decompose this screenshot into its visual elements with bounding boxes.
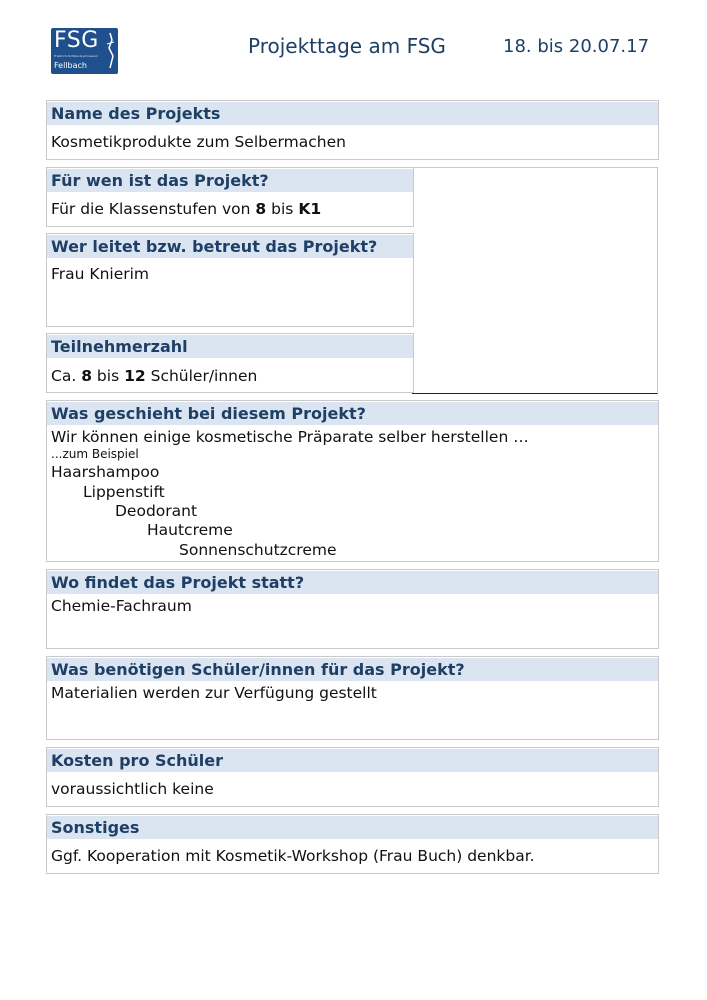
section-heading: Wer leitet bzw. betreut das Projekt? [47,235,413,258]
section-heading: Wo findet das Projekt statt? [47,571,658,594]
logo-subtitle: Friedrich-Schiller-Gymnasium [54,54,99,58]
participants-value [51,367,257,385]
materials-value: Materialien werden zur Verfügung gestellt [51,684,377,702]
list-item: Sonnenschutzcreme [179,541,337,559]
target-from-grade: 8 [255,200,267,218]
participants-suffix: Schüler/innen [150,367,258,385]
section-project-name [46,100,659,160]
page-title: Projekttage am FSG [248,34,446,58]
list-item: Hautcreme [147,521,233,539]
target-group-value [51,200,321,218]
section-heading: Sonstiges [47,816,658,839]
section-misc [46,814,659,874]
leader-value: Frau Knierim [51,265,150,283]
costs-value: voraussichtlich keine [51,780,214,798]
section-heading: Für wen ist das Projekt? [47,169,413,192]
section-heading: Was geschieht bei diesem Projekt? [47,402,658,425]
section-target-group [46,167,414,227]
list-item: Haarshampoo [51,463,160,481]
location-value: Chemie-Fachraum [51,597,192,615]
misc-value: Ggf. Kooperation mit Kosmetik-Workshop (Frau Buch) denkbar. [51,847,535,865]
section-materials [46,656,659,740]
logo-figure-icon [103,30,117,70]
project-image-area [412,167,658,394]
participants-prefix: Ca. [51,367,77,385]
section-heading: Was benötigen Schüler/innen für das Projekt? [47,658,658,681]
example-label: ...zum Beispiel [51,447,139,461]
list-item: Deodorant [115,502,198,520]
section-participants [46,333,414,393]
section-costs [46,747,659,807]
target-between: bis [271,200,294,218]
section-heading: Kosten pro Schüler [47,749,658,772]
participants-max: 12 [124,367,146,385]
participants-between: bis [96,367,120,385]
section-location [46,569,659,649]
section-heading: Teilnehmerzahl [47,335,413,358]
section-leader [46,233,414,327]
logo-text: FSG [54,28,99,53]
logo-city: Fellbach [54,61,87,70]
section-description [46,400,659,562]
project-date: 18. bis 20.07.17 [503,36,650,57]
target-prefix: Für die Klassenstufen von [51,200,251,218]
school-logo [51,28,118,74]
project-name-value: Kosmetikprodukte zum Selbermachen [51,133,346,151]
target-to-grade: K1 [298,200,322,218]
section-heading: Name des Projekts [47,102,658,125]
participants-min: 8 [81,367,92,385]
description-intro: Wir können einige kosmetische Präparate selber herstellen … [51,428,529,446]
list-item: Lippenstift [83,483,165,501]
